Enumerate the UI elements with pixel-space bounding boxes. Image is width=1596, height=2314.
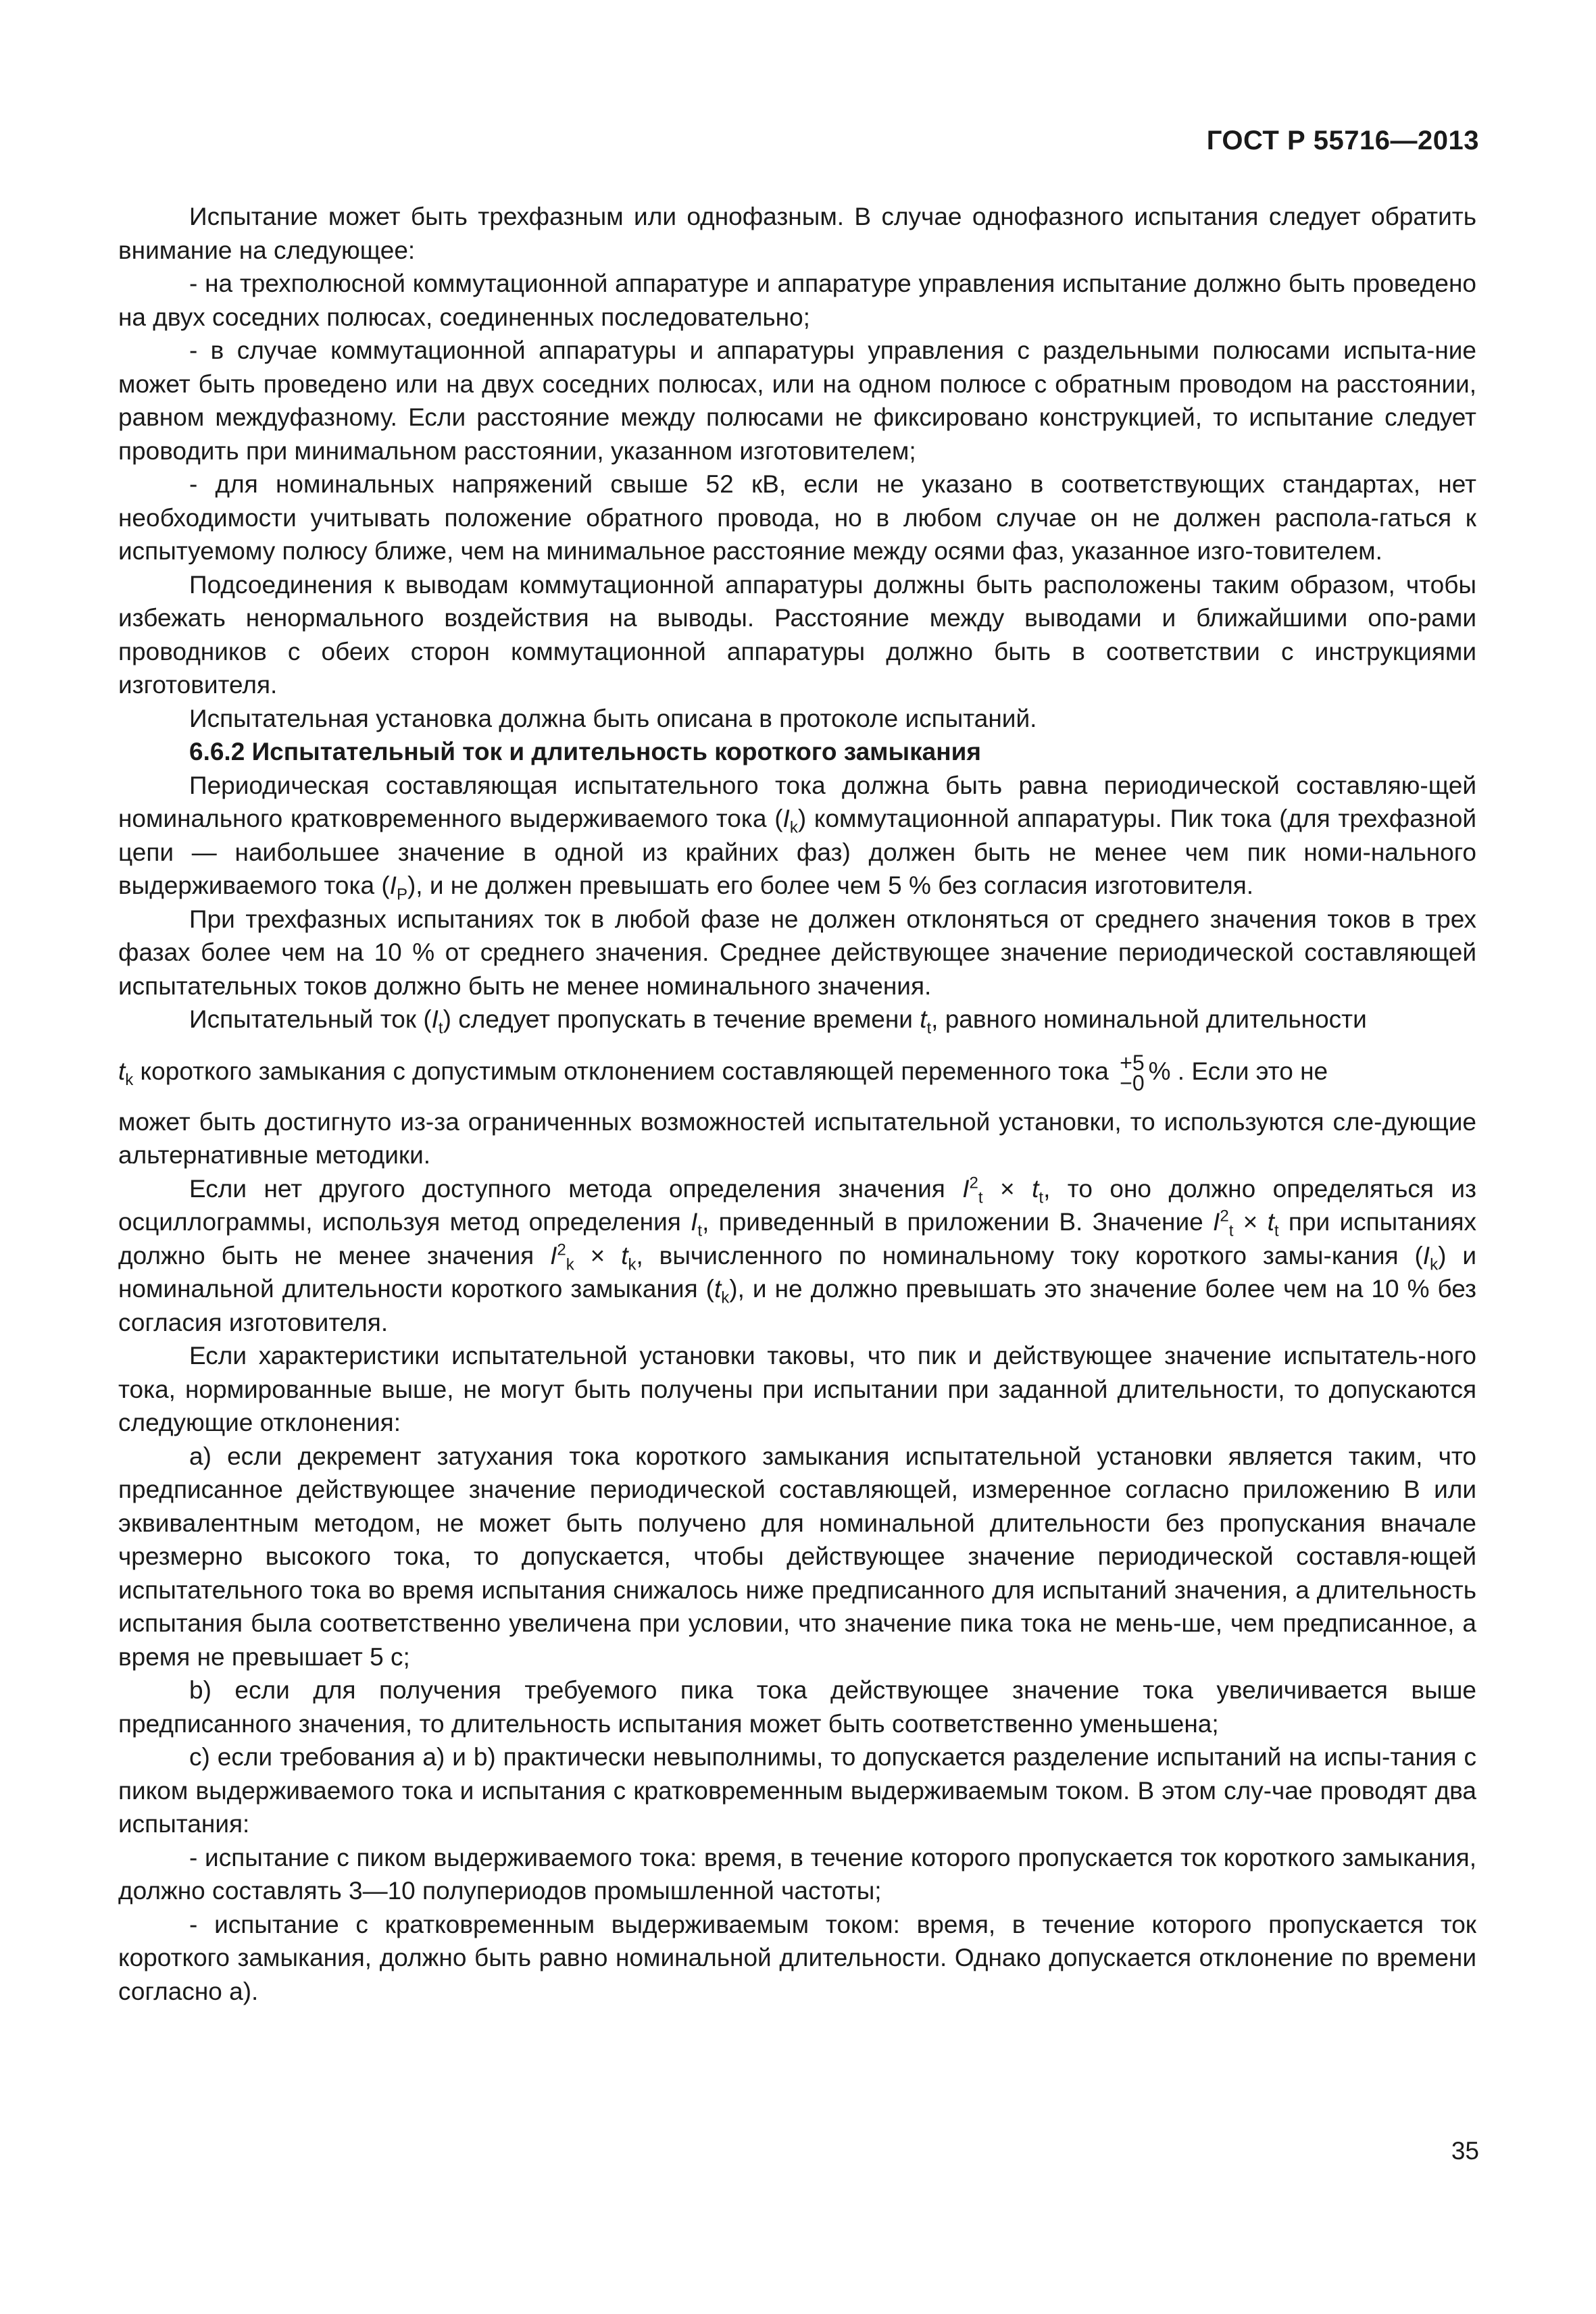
paragraph: - в случае коммутационной аппаратуры и аппаратуры управления с раздельными полюсами испыта-ние может быть проведено или на двух соседних полюсах, или на одном полюсе с обратным проводом на расстоянии, равном междуфазному. Если расстояние между полюсами не фиксировано конструкцией, то испытание следует проводить при минимальном расстоянии, указанном изготовителем; [118,336,1476,465]
paragraph: Испытание может быть трехфазным или однофазным. В случае однофазного испытания следует обратить внимание на следующее: [118,203,1476,264]
page-number: 35 [1451,2137,1479,2165]
paragraph-three-phase: При трехфазных испытаниях ток в любой фазе не должен отклоняться от среднего значения токов в трех фазах более чем на 10 % от среднего значения. Среднее действующее значение периодической составляющей испытательных токов должно быть не менее номинального значения. [118,905,1476,1000]
paragraph-item-c: с) если требования а) и b) практически невыполнимы, то допускается разделение испытаний на испы-тания с пиком выдерживаемого тока и испытания с кратковременным выдерживаемым током. В этом слу-чае проводят два испытания: [118,1743,1476,1838]
tolerance-fraction: +5 −0 [1120,1050,1145,1095]
paragraph: - испытание с кратковременным выдерживаемым током: время, в течение которого пропускается ток короткого замыкания, должно быть равно номинальной длительности. Однако допускается отклонение по времени согласно а). [118,1910,1476,2005]
document-code: ГОСТ Р 55716—2013 [1206,126,1479,155]
paragraph-test-time: Испытательный ток $(I_t)$ следует пропускать в течение времени $t_t$, равного номинальной длительности [189,1005,1367,1038]
paragraph: Если характеристики испытательной установки таковы, что пик и действующее значение испытатель-ного тока, нормированные выше, не могут быть получены при испытании при заданной длительности, то допускаются следующие отклонения: [118,1342,1476,1436]
paragraph-item-a: а) если декремент затухания тока короткого замыкания испытательной установки является таким, что предписанное действующее значение периодической составляющей, измеренное согласно приложению В или эквивалентным методом, не может быть получено для номинальной длительности без пропускания вначале чрезмерно высокого тока, то допускается, чтобы действующее значение периодической составля-ющей испытательного тока во время испытания снижалось ниже предписанного для испытаний значения, а длительность испытания была соответственно увеличена при условии, что значение пика тока не мень-ше, чем предписанное, а время не превышает 5 с; [118,1442,1476,1671]
paragraph: - на трехполюсной коммутационной аппаратуре и аппаратуре управления испытание должно быть проведено на двух соседних полюсах, соединенных последовательно; [118,270,1476,331]
page-body [118,200,1476,2008]
paragraph-item-b: b) если для получения требуемого пика тока действующее значение тока увеличивается выше предписанного значения, то длительность испытания может быть соответственно уменьшена; [118,1676,1476,1738]
paragraph: - для номинальных напряжений свыше 52 кВ, если не указано в соответствующих стандартах, нет необходимости учитывать положение обратного провода, но в любом случае он не должен распола-гаться к испытуемому полюсу ближе, чем на минимальное расстояние между осями фаз, указанное изго-товителем. [118,470,1476,565]
paragraph-tolerance: $t_k$ короткого замыкания с допустимым отклонением составляющей переменного тока +5 −0 % . Если это не [118,1050,1328,1095]
paragraph-i2t: Если нет другого доступного метода определения значения $I^2_t \times t_t$, то оно должно определяться из осциллограммы, используя метод определения $I_t$, приведенный в приложении В. Значение $I^2_t \times t_t$ при испытаниях должно быть не менее значения $I^2_k \times t_k$, вычисленного по номинальному току короткого замы-кания $(I_k)$ и номинальной длительности короткого замыкания $(t_k)$, и не должно превышать это значение более чем на 10 % без согласия изготовителя. [118,1174,1477,1336]
paragraph: Испытательная установка должна быть описана в протоколе испытаний. [189,704,1037,732]
paragraph-continuation: может быть достигнуто из-за ограниченных возможностей испытательной установки, то используются сле-дующие альтернативные методики. [118,1107,1476,1169]
section-heading: 6.6.2 Испытательный ток и длительность короткого замыкания [189,738,981,765]
paragraph: Подсоединения к выводам коммутационной аппаратуры должны быть расположены таким образом, чтобы избежать ненормального воздействия на выводы. Расстояние между выводами и ближайшими опо-рами проводников с обеих сторон коммутационной аппаратуры должно быть в соответствии с инструкциями изготовителя. [118,570,1476,699]
paragraph-periodic-component: Периодическая составляющая испытательного тока должна быть равна периодической составляю-щей номинального кратковременного выдерживаемого тока $(I_k)$ коммутационной аппаратуры. Пик тока (для трехфазной цепи — наибольшее значение в одной из крайних фаз) должен быть не менее чем пик номи-нального выдерживаемого тока $(I_P)$, и не должен превышать его более чем 5 % без согласия изготовителя. [118,771,1476,904]
paragraph: - испытание с пиком выдерживаемого тока: время, в течение которого пропускается ток короткого замыкания, должно составлять 3—10 полупериодов промышленной частоты; [118,1843,1476,1905]
